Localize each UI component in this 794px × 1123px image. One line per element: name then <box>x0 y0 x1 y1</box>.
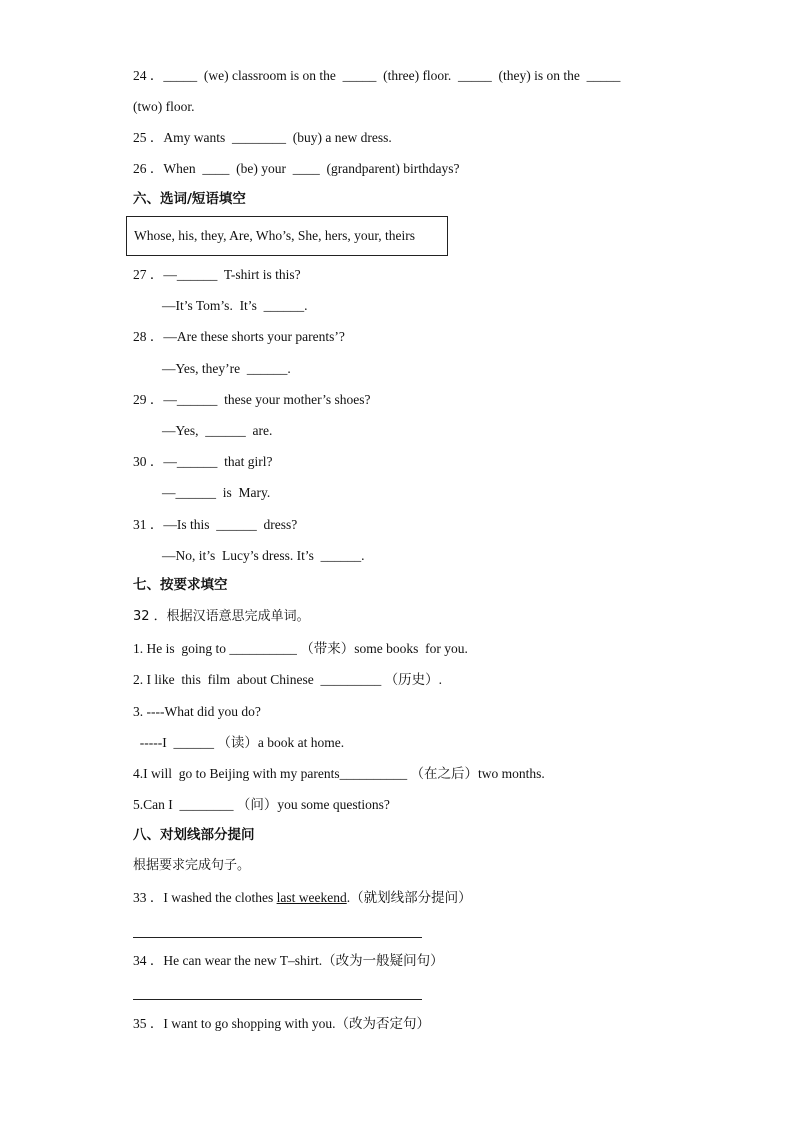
q32-item-3b: -----I ______ （读）a book at home. <box>133 735 345 750</box>
question-30-reply: —______ is Mary. <box>162 485 271 500</box>
question-24-line2: (two) floor. <box>133 99 195 114</box>
question-24-line1: 24 ．_____ (we) classroom is on the _____ (three) floor. _____ (they) is on the _____ <box>133 68 621 83</box>
q32-item-2: 2. I like this film about Chinese _________ （历史）. <box>133 672 442 687</box>
question-30-prompt: 30 ．—______ that girl? <box>133 454 273 469</box>
question-35: 35 ．I want to go shopping with you.（改为否定句） <box>133 1016 430 1031</box>
question-29-prompt: 29 ．—______ these your mother’s shoes? <box>133 392 371 407</box>
question-33-instruction: .（就划线部分提问） <box>346 890 472 905</box>
question-33-text: 33 ．I washed the clothes <box>133 890 277 905</box>
q32-item-5: 5.Can I ________ （问）you some questions? <box>133 797 390 812</box>
question-27-reply: —It’s Tom’s. It’s ______. <box>162 298 308 313</box>
question-31-prompt: 31 ．—Is this ______ dress? <box>133 517 298 532</box>
q32-item-4: 4.I will go to Beijing with my parents__________ （在之后）two months. <box>133 766 545 781</box>
word-bank-box <box>126 216 448 256</box>
word-bank-text: Whose, his, they, Are, Who’s, She, hers, your, theirs <box>134 228 416 243</box>
question-32-intro: 32 ．根据汉语意思完成单词。 <box>133 609 310 624</box>
question-27-prompt: 27 ．—______ T-shirt is this? <box>133 267 301 282</box>
question-33-answer-line[interactable] <box>133 937 422 938</box>
section-6-title: 六、选词/短语填空 <box>133 191 246 207</box>
question-33 <box>133 889 472 907</box>
question-26: 26 ．When ____ (be) your ____ (grandparent) birthdays? <box>133 161 460 176</box>
question-34-answer-line[interactable] <box>133 999 422 1000</box>
question-31-reply: —No, it’s Lucy’s dress. It’s ______. <box>162 548 365 563</box>
question-28-reply: —Yes, they’re ______. <box>162 361 291 376</box>
question-29-reply: —Yes, ______ are. <box>162 423 273 438</box>
section-8-title: 八、对划线部分提问 <box>133 827 255 843</box>
section-8-instruction: 根据要求完成句子。 <box>133 858 251 873</box>
question-34: 34 ．He can wear the new T–shirt.（改为一般疑问句） <box>133 953 444 968</box>
section-7-title: 七、按要求填空 <box>133 577 228 593</box>
question-25: 25 ．Amy wants ________ (buy) a new dress. <box>133 130 392 145</box>
question-33-underlined-part: last weekend <box>276 890 347 905</box>
q32-item-1: 1. He is going to __________ （带来）some books for you. <box>133 641 468 656</box>
question-28-prompt: 28 ．—Are these shorts your parents’? <box>133 329 345 344</box>
q32-item-3a: 3. ----What did you do? <box>133 704 261 719</box>
